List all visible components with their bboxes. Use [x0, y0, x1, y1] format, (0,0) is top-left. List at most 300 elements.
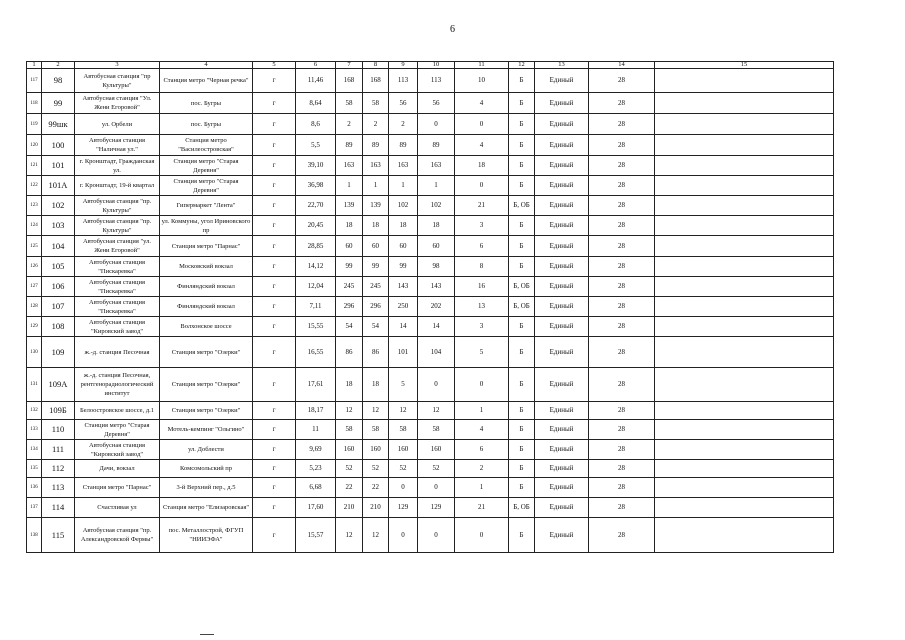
- fare-type: Единый: [535, 156, 589, 176]
- col-11-value: 18: [455, 156, 509, 176]
- routes-table: [26, 61, 834, 553]
- end-point: Станция метро "Черная речка": [160, 69, 253, 93]
- row-index: 133: [27, 420, 42, 440]
- col-9-value: 18: [389, 216, 418, 236]
- row-index: 119: [27, 114, 42, 135]
- row-index: 136: [27, 478, 42, 498]
- start-point: Автобусная станция "пр. Культуры": [75, 216, 160, 236]
- col-14-value: 28: [589, 440, 655, 460]
- col-8-value: 2: [363, 114, 389, 135]
- col-15-value: [655, 69, 834, 93]
- col-8-value: 18: [363, 368, 389, 402]
- route-number: 112: [42, 460, 75, 478]
- route-number: 109: [42, 337, 75, 368]
- col-7-value: 52: [336, 460, 363, 478]
- bus-class: Б: [509, 402, 535, 420]
- col-14-value: 28: [589, 368, 655, 402]
- end-point: Станция метро "Василеостровская": [160, 135, 253, 156]
- bus-class: Б: [509, 93, 535, 114]
- start-point: Автобусная станция "пр. Александровской Фермы": [75, 518, 160, 553]
- fare-type: Единый: [535, 69, 589, 93]
- col-14-value: 28: [589, 196, 655, 216]
- col-15-value: [655, 478, 834, 498]
- col-10-value: 160: [418, 440, 455, 460]
- col-11-value: 3: [455, 317, 509, 337]
- col-9-value: 143: [389, 277, 418, 297]
- table-row: [27, 114, 834, 135]
- route-type: г: [253, 498, 296, 518]
- fare-type: Единый: [535, 114, 589, 135]
- table-row: [27, 69, 834, 93]
- bus-class: Б, ОБ: [509, 277, 535, 297]
- col-11-value: 0: [455, 114, 509, 135]
- route-length: 14,12: [296, 257, 336, 277]
- col-14-value: 28: [589, 420, 655, 440]
- start-point: Автобусная станция "пр Культуры": [75, 69, 160, 93]
- col-9-value: 1: [389, 176, 418, 196]
- table-row: [27, 518, 834, 553]
- col-7-value: 210: [336, 498, 363, 518]
- route-type: г: [253, 176, 296, 196]
- route-type: г: [253, 236, 296, 257]
- route-length: 20,45: [296, 216, 336, 236]
- header-row: [27, 62, 834, 69]
- route-number: 110: [42, 420, 75, 440]
- header-cell: 11: [455, 62, 509, 69]
- table-row: [27, 498, 834, 518]
- col-9-value: 89: [389, 135, 418, 156]
- stray-mark: [200, 634, 214, 635]
- bus-class: Б: [509, 478, 535, 498]
- col-11-value: 0: [455, 518, 509, 553]
- route-length: 7,11: [296, 297, 336, 317]
- start-point: Автобусная станция "пр. Культуры": [75, 196, 160, 216]
- fare-type: Единый: [535, 236, 589, 257]
- col-14-value: 28: [589, 277, 655, 297]
- col-10-value: 18: [418, 216, 455, 236]
- route-number: 98: [42, 69, 75, 93]
- bus-class: Б: [509, 440, 535, 460]
- col-8-value: 160: [363, 440, 389, 460]
- start-point: Автобусная станция "Наличная ул.": [75, 135, 160, 156]
- col-10-value: 163: [418, 156, 455, 176]
- col-9-value: 14: [389, 317, 418, 337]
- header-cell: 13: [535, 62, 589, 69]
- col-7-value: 12: [336, 518, 363, 553]
- col-7-value: 18: [336, 368, 363, 402]
- col-11-value: 8: [455, 257, 509, 277]
- col-7-value: 168: [336, 69, 363, 93]
- route-length: 39,10: [296, 156, 336, 176]
- col-14-value: 28: [589, 236, 655, 257]
- table-row: [27, 176, 834, 196]
- route-length: 5,5: [296, 135, 336, 156]
- bus-class: Б: [509, 176, 535, 196]
- col-10-value: 0: [418, 368, 455, 402]
- col-8-value: 89: [363, 135, 389, 156]
- col-7-value: 58: [336, 93, 363, 114]
- col-9-value: 113: [389, 69, 418, 93]
- header-cell: 6: [296, 62, 336, 69]
- col-8-value: 168: [363, 69, 389, 93]
- col-10-value: 0: [418, 518, 455, 553]
- col-9-value: 102: [389, 196, 418, 216]
- col-8-value: 22: [363, 478, 389, 498]
- col-8-value: 58: [363, 93, 389, 114]
- col-7-value: 89: [336, 135, 363, 156]
- fare-type: Единый: [535, 402, 589, 420]
- col-9-value: 58: [389, 420, 418, 440]
- col-7-value: 245: [336, 277, 363, 297]
- table-row: [27, 420, 834, 440]
- row-index: 137: [27, 498, 42, 518]
- end-point: Комсомольский пр: [160, 460, 253, 478]
- bus-class: Б: [509, 337, 535, 368]
- route-type: г: [253, 518, 296, 553]
- bus-class: Б: [509, 317, 535, 337]
- table-row: [27, 478, 834, 498]
- route-number: 106: [42, 277, 75, 297]
- start-point: ж.-д. станция Песочная: [75, 337, 160, 368]
- col-10-value: 0: [418, 114, 455, 135]
- route-length: 28,85: [296, 236, 336, 257]
- header-cell: 3: [75, 62, 160, 69]
- route-type: г: [253, 277, 296, 297]
- col-9-value: 60: [389, 236, 418, 257]
- route-length: 17,60: [296, 498, 336, 518]
- col-10-value: 1: [418, 176, 455, 196]
- route-length: 11,46: [296, 69, 336, 93]
- col-14-value: 28: [589, 93, 655, 114]
- route-number: 105: [42, 257, 75, 277]
- table-row: [27, 216, 834, 236]
- bus-class: Б, ОБ: [509, 196, 535, 216]
- route-type: г: [253, 297, 296, 317]
- fare-type: Единый: [535, 420, 589, 440]
- route-length: 16,55: [296, 337, 336, 368]
- col-11-value: 5: [455, 337, 509, 368]
- table-row: [27, 277, 834, 297]
- route-type: г: [253, 440, 296, 460]
- col-9-value: 0: [389, 478, 418, 498]
- col-9-value: 99: [389, 257, 418, 277]
- start-point: Станция метро "Парнас": [75, 478, 160, 498]
- table-row: [27, 440, 834, 460]
- end-point: Волхонское шоссе: [160, 317, 253, 337]
- bus-class: Б: [509, 69, 535, 93]
- col-7-value: 139: [336, 196, 363, 216]
- table-row: [27, 368, 834, 402]
- table-row: [27, 337, 834, 368]
- col-10-value: 89: [418, 135, 455, 156]
- end-point: пос. Бугры: [160, 93, 253, 114]
- start-point: г. Кронштадт, 19-й квартал: [75, 176, 160, 196]
- col-15-value: [655, 236, 834, 257]
- table-row: [27, 257, 834, 277]
- row-index: 131: [27, 368, 42, 402]
- col-7-value: 86: [336, 337, 363, 368]
- end-point: ул. Доблести: [160, 440, 253, 460]
- col-9-value: 0: [389, 518, 418, 553]
- route-number: 101А: [42, 176, 75, 196]
- route-number: 100: [42, 135, 75, 156]
- col-7-value: 58: [336, 420, 363, 440]
- col-9-value: 250: [389, 297, 418, 317]
- route-length: 17,61: [296, 368, 336, 402]
- route-number: 107: [42, 297, 75, 317]
- table-row: [27, 135, 834, 156]
- route-number: 99: [42, 93, 75, 114]
- col-9-value: 2: [389, 114, 418, 135]
- fare-type: Единый: [535, 498, 589, 518]
- table-row: [27, 93, 834, 114]
- route-number: 103: [42, 216, 75, 236]
- route-number: 109Б: [42, 402, 75, 420]
- col-9-value: 56: [389, 93, 418, 114]
- route-type: г: [253, 478, 296, 498]
- col-8-value: 1: [363, 176, 389, 196]
- route-type: г: [253, 337, 296, 368]
- end-point: Станция метро "Озерки": [160, 368, 253, 402]
- fare-type: Единый: [535, 216, 589, 236]
- col-10-value: 52: [418, 460, 455, 478]
- col-14-value: 28: [589, 135, 655, 156]
- start-point: Автобусная станция "ул. Жени Егоровой": [75, 236, 160, 257]
- col-14-value: 28: [589, 216, 655, 236]
- start-point: Автобусная станция "Пискаревка": [75, 277, 160, 297]
- col-14-value: 28: [589, 317, 655, 337]
- header-cell: 1: [27, 62, 42, 69]
- col-8-value: 12: [363, 518, 389, 553]
- route-type: г: [253, 257, 296, 277]
- col-15-value: [655, 337, 834, 368]
- fare-type: Единый: [535, 257, 589, 277]
- row-index: 118: [27, 93, 42, 114]
- bus-class: Б: [509, 135, 535, 156]
- end-point: пос. Металлострой, ФГУП "НИИЭФА": [160, 518, 253, 553]
- start-point: г. Кронштадт, Гражданская ул.: [75, 156, 160, 176]
- route-number: 114: [42, 498, 75, 518]
- route-type: г: [253, 460, 296, 478]
- fare-type: Единый: [535, 176, 589, 196]
- col-7-value: 22: [336, 478, 363, 498]
- route-type: г: [253, 317, 296, 337]
- col-14-value: 28: [589, 114, 655, 135]
- col-7-value: 54: [336, 317, 363, 337]
- col-15-value: [655, 277, 834, 297]
- route-type: г: [253, 368, 296, 402]
- route-length: 36,98: [296, 176, 336, 196]
- col-11-value: 0: [455, 368, 509, 402]
- route-type: г: [253, 196, 296, 216]
- bus-class: Б: [509, 236, 535, 257]
- route-length: 18,17: [296, 402, 336, 420]
- col-14-value: 28: [589, 460, 655, 478]
- col-8-value: 86: [363, 337, 389, 368]
- bus-class: Б: [509, 156, 535, 176]
- col-11-value: 21: [455, 498, 509, 518]
- col-8-value: 245: [363, 277, 389, 297]
- route-type: г: [253, 135, 296, 156]
- col-10-value: 98: [418, 257, 455, 277]
- table-row: [27, 196, 834, 216]
- row-index: 135: [27, 460, 42, 478]
- bus-class: Б: [509, 114, 535, 135]
- bus-class: Б: [509, 420, 535, 440]
- row-index: 134: [27, 440, 42, 460]
- route-number: 115: [42, 518, 75, 553]
- start-point: Автобусная станция "Ул. Жени Егоровой": [75, 93, 160, 114]
- start-point: Автобусная станция "Кировский завод": [75, 317, 160, 337]
- col-14-value: 28: [589, 337, 655, 368]
- col-15-value: [655, 518, 834, 553]
- fare-type: Единый: [535, 518, 589, 553]
- col-7-value: 163: [336, 156, 363, 176]
- route-length: 6,68: [296, 478, 336, 498]
- end-point: Финляндский вокзал: [160, 297, 253, 317]
- col-15-value: [655, 93, 834, 114]
- col-15-value: [655, 114, 834, 135]
- route-type: г: [253, 114, 296, 135]
- start-point: Счастливая ул: [75, 498, 160, 518]
- col-15-value: [655, 317, 834, 337]
- route-length: 22,70: [296, 196, 336, 216]
- end-point: Станция метро "Елизаровская": [160, 498, 253, 518]
- table-row: [27, 156, 834, 176]
- start-point: Автобусная станция "Кировский завод": [75, 440, 160, 460]
- header-cell: 14: [589, 62, 655, 69]
- row-index: 120: [27, 135, 42, 156]
- col-11-value: 1: [455, 478, 509, 498]
- col-10-value: 56: [418, 93, 455, 114]
- col-15-value: [655, 402, 834, 420]
- col-9-value: 160: [389, 440, 418, 460]
- col-10-value: 0: [418, 478, 455, 498]
- end-point: Станция метро "Парнас": [160, 236, 253, 257]
- col-11-value: 1: [455, 402, 509, 420]
- row-index: 130: [27, 337, 42, 368]
- col-7-value: 296: [336, 297, 363, 317]
- route-length: 5,23: [296, 460, 336, 478]
- row-index: 121: [27, 156, 42, 176]
- col-11-value: 2: [455, 460, 509, 478]
- bus-class: Б: [509, 216, 535, 236]
- start-point: Дачи, вокзал: [75, 460, 160, 478]
- col-11-value: 13: [455, 297, 509, 317]
- fare-type: Единый: [535, 93, 589, 114]
- header-cell: 8: [363, 62, 389, 69]
- col-8-value: 210: [363, 498, 389, 518]
- col-15-value: [655, 196, 834, 216]
- route-length: 15,57: [296, 518, 336, 553]
- col-15-value: [655, 135, 834, 156]
- route-number: 102: [42, 196, 75, 216]
- col-11-value: 10: [455, 69, 509, 93]
- fare-type: Единый: [535, 277, 589, 297]
- bus-class: Б, ОБ: [509, 297, 535, 317]
- col-14-value: 28: [589, 498, 655, 518]
- row-index: 125: [27, 236, 42, 257]
- end-point: пос. Бугры: [160, 114, 253, 135]
- col-11-value: 4: [455, 135, 509, 156]
- col-9-value: 5: [389, 368, 418, 402]
- col-11-value: 21: [455, 196, 509, 216]
- col-14-value: 28: [589, 402, 655, 420]
- header-cell: 12: [509, 62, 535, 69]
- row-index: 132: [27, 402, 42, 420]
- col-15-value: [655, 420, 834, 440]
- col-10-value: 58: [418, 420, 455, 440]
- col-10-value: 102: [418, 196, 455, 216]
- col-8-value: 52: [363, 460, 389, 478]
- end-point: Станция метро "Озерки": [160, 337, 253, 368]
- col-8-value: 60: [363, 236, 389, 257]
- col-11-value: 6: [455, 440, 509, 460]
- col-10-value: 143: [418, 277, 455, 297]
- end-point: Мотель-кемпинг "Ольгино": [160, 420, 253, 440]
- col-7-value: 60: [336, 236, 363, 257]
- col-14-value: 28: [589, 478, 655, 498]
- col-15-value: [655, 460, 834, 478]
- col-11-value: 4: [455, 93, 509, 114]
- route-length: 9,69: [296, 440, 336, 460]
- col-8-value: 58: [363, 420, 389, 440]
- route-number: 99шк: [42, 114, 75, 135]
- end-point: Гипермаркет "Лента": [160, 196, 253, 216]
- fare-type: Единый: [535, 460, 589, 478]
- table-row: [27, 402, 834, 420]
- bus-class: Б: [509, 518, 535, 553]
- route-number: 111: [42, 440, 75, 460]
- end-point: Станция метро "Старая Деревня": [160, 176, 253, 196]
- end-point: ул. Коммуны, угол Ириновского пр: [160, 216, 253, 236]
- route-type: г: [253, 93, 296, 114]
- col-10-value: 60: [418, 236, 455, 257]
- fare-type: Единый: [535, 297, 589, 317]
- col-9-value: 12: [389, 402, 418, 420]
- col-15-value: [655, 156, 834, 176]
- route-type: г: [253, 402, 296, 420]
- col-15-value: [655, 176, 834, 196]
- fare-type: Единый: [535, 135, 589, 156]
- col-10-value: 129: [418, 498, 455, 518]
- col-15-value: [655, 440, 834, 460]
- col-14-value: 28: [589, 176, 655, 196]
- start-point: Станция метро "Старая Деревня": [75, 420, 160, 440]
- start-point: Автобусная станция "Пискаревка": [75, 257, 160, 277]
- col-7-value: 2: [336, 114, 363, 135]
- row-index: 117: [27, 69, 42, 93]
- route-number: 108: [42, 317, 75, 337]
- col-7-value: 160: [336, 440, 363, 460]
- route-length: 12,04: [296, 277, 336, 297]
- start-point: ж.-д. станция Песочная, рентгенорадиологический институт: [75, 368, 160, 402]
- col-10-value: 202: [418, 297, 455, 317]
- route-number: 109А: [42, 368, 75, 402]
- route-length: 8,64: [296, 93, 336, 114]
- header-cell: 2: [42, 62, 75, 69]
- table-row: [27, 460, 834, 478]
- header-cell: 15: [655, 62, 834, 69]
- col-8-value: 54: [363, 317, 389, 337]
- col-10-value: 104: [418, 337, 455, 368]
- col-14-value: 28: [589, 69, 655, 93]
- fare-type: Единый: [535, 440, 589, 460]
- col-14-value: 28: [589, 156, 655, 176]
- col-8-value: 296: [363, 297, 389, 317]
- fare-type: Единый: [535, 317, 589, 337]
- end-point: Станция метро "Старая Деревня": [160, 156, 253, 176]
